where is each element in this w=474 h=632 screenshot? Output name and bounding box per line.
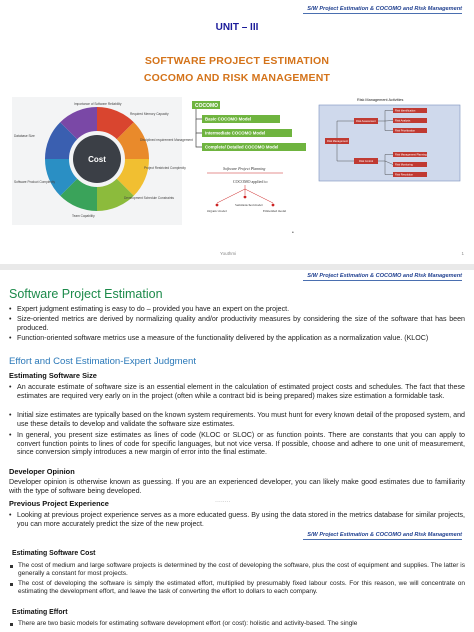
list-item: The cost of developing the software is simply the estimated effort, multiplied by presumably fixed labour costs. For this reason, we will concentrate on estimating the development effort, and leave the task of converting the effort to dollars to each company. xyxy=(9,580,465,596)
list-item: There are two basic models for estimating software development effort (or cost): holistic and activity-based. The single xyxy=(9,620,465,628)
svg-text:COCOMO: COCOMO xyxy=(195,103,219,110)
svg-text:Risk Resolution: Risk Resolution xyxy=(395,173,414,177)
svg-text:Basic COCOMO Model: Basic COCOMO Model xyxy=(205,116,252,122)
svg-text:COCOMO applied to: COCOMO applied to xyxy=(233,179,268,184)
svg-text:Risk Control: Risk Control xyxy=(359,160,374,164)
subsection-heading: Effort and Cost Estimation-Expert Judgment xyxy=(9,356,196,367)
developer-opinion-text: Developer opinion is otherwise known as guessing. If you are an experienced developer, you can likely make good estimates due to familiarity with the type of software being developed. xyxy=(9,478,465,495)
bullet-mark: • xyxy=(292,230,294,236)
page-number: 1 xyxy=(461,251,464,256)
estimating-cost-heading: Estimating Software Cost xyxy=(12,550,96,557)
svg-text:Risk Management Planning: Risk Management Planning xyxy=(395,153,427,157)
slide-page-2 xyxy=(0,270,474,632)
estimating-effort-heading: Estimating Effort xyxy=(12,609,68,616)
running-header: S/W Project Estimation & COCOMO and Risk Management xyxy=(307,6,462,12)
watermark: ........ xyxy=(215,497,231,504)
wheel-label: Software Product Complexity xyxy=(14,180,56,184)
svg-text:Risk Management: Risk Management xyxy=(327,140,348,144)
running-header: S/W Project Estimation & COCOMO and Risk Management xyxy=(307,532,462,538)
risk-management-diagram xyxy=(317,96,462,182)
list-item: The cost of medium and large software projects is determined by the cost of developing the software, plus the cost of equipment and supplies. The latter is generally a constant for most projects. xyxy=(9,562,465,578)
wheel-label: Importance of Software Reliability xyxy=(74,102,122,106)
list-item: • An accurate estimate of software size is an essential element in the calculation of estimated project costs and schedules. The fact that these estimates are required very early on in the project (often while a contract bid is being prepared) makes size estimation a formidable task. xyxy=(9,383,465,400)
list-item: • Looking at previous project experience serves as a more educated guess. By using the data stored in the metrics database for similar projects, you can more accurately predict the size of the new project. xyxy=(9,511,465,528)
wheel-label: Development Schedule Constraints xyxy=(124,196,174,200)
previous-experience-heading: Previous Project Experience xyxy=(9,499,109,508)
svg-text:Risk Prioritization: Risk Prioritization xyxy=(395,129,416,133)
svg-text:Software Project Planning: Software Project Planning xyxy=(223,166,266,171)
list-item: • Expert judgment estimating is easy to do – provided you have an expert on the project. xyxy=(9,305,465,314)
main-title-line2: COCOMO AND RISK MANAGEMENT xyxy=(143,72,331,84)
footer-author: Youthmi xyxy=(220,251,237,256)
list-item: • Function-oriented software metrics use a measure of the functionality delivered by the application as a normalization value. (KLOC) xyxy=(9,334,465,343)
wheel-label: Project Restricted Complexity xyxy=(144,166,186,170)
unit-title: UNIT – III xyxy=(215,22,259,33)
section-heading: Software Project Estimation xyxy=(9,287,163,301)
wheel-label: Database Size xyxy=(14,134,35,138)
svg-text:Risk Management Activities: Risk Management Activities xyxy=(357,98,404,102)
slide-page-1 xyxy=(0,0,474,264)
list-item: • Size-oriented metrics are derived by normalizing quality and/or productivity measures by considering the size of the software that has been produced. xyxy=(9,315,465,332)
svg-text:Risk Analysis: Risk Analysis xyxy=(395,119,411,123)
running-header: S/W Project Estimation & COCOMO and Risk Management xyxy=(307,273,462,279)
wheel-label: Disciplined requirement Management xyxy=(140,138,193,142)
wheel-label: Team Capability xyxy=(72,214,95,218)
project-planning-diagram xyxy=(205,163,285,221)
estimating-size-heading: Estimating Software Size xyxy=(9,371,97,380)
svg-text:Semidetached model: Semidetached model xyxy=(235,203,263,207)
wheel-label: Required Memory Capacity xyxy=(130,112,169,116)
svg-text:Risk Assessment: Risk Assessment xyxy=(356,120,376,124)
developer-opinion-heading: Developer Opinion xyxy=(9,467,75,476)
svg-text:Complete/ Detailed COCOMO Mode: Complete/ Detailed COCOMO Model xyxy=(205,144,279,150)
cocomo-models-diagram xyxy=(190,99,310,157)
list-item: • In general, you present size estimates as lines of code (KLOC or SLOC) or as function points. There are constants that you can apply to convert function points to lines of code for specific languages, but not vice versa. If possible, choose and adhere to one unit of measurement, since conversion simply introduces a new margin of error into the final estimate. xyxy=(9,431,465,457)
svg-text:Risk Monitoring: Risk Monitoring xyxy=(395,163,413,167)
svg-text:Organic model: Organic model xyxy=(207,209,227,213)
svg-text:Intermediate COCOMO Model: Intermediate COCOMO Model xyxy=(205,130,266,136)
main-title-line1: SOFTWARE PROJECT ESTIMATION xyxy=(144,55,330,67)
list-item: • Initial size estimates are typically based on the known system requirements. You must hunt for every known detail of the proposed system, and use these details to develop and validate the software size estimates. xyxy=(9,411,465,428)
cost-factors-wheel-image xyxy=(12,97,193,225)
wheel-center-label: Cost xyxy=(88,155,106,164)
svg-text:Risk Identification: Risk Identification xyxy=(395,109,416,113)
svg-text:Embedded model: Embedded model xyxy=(263,209,287,213)
